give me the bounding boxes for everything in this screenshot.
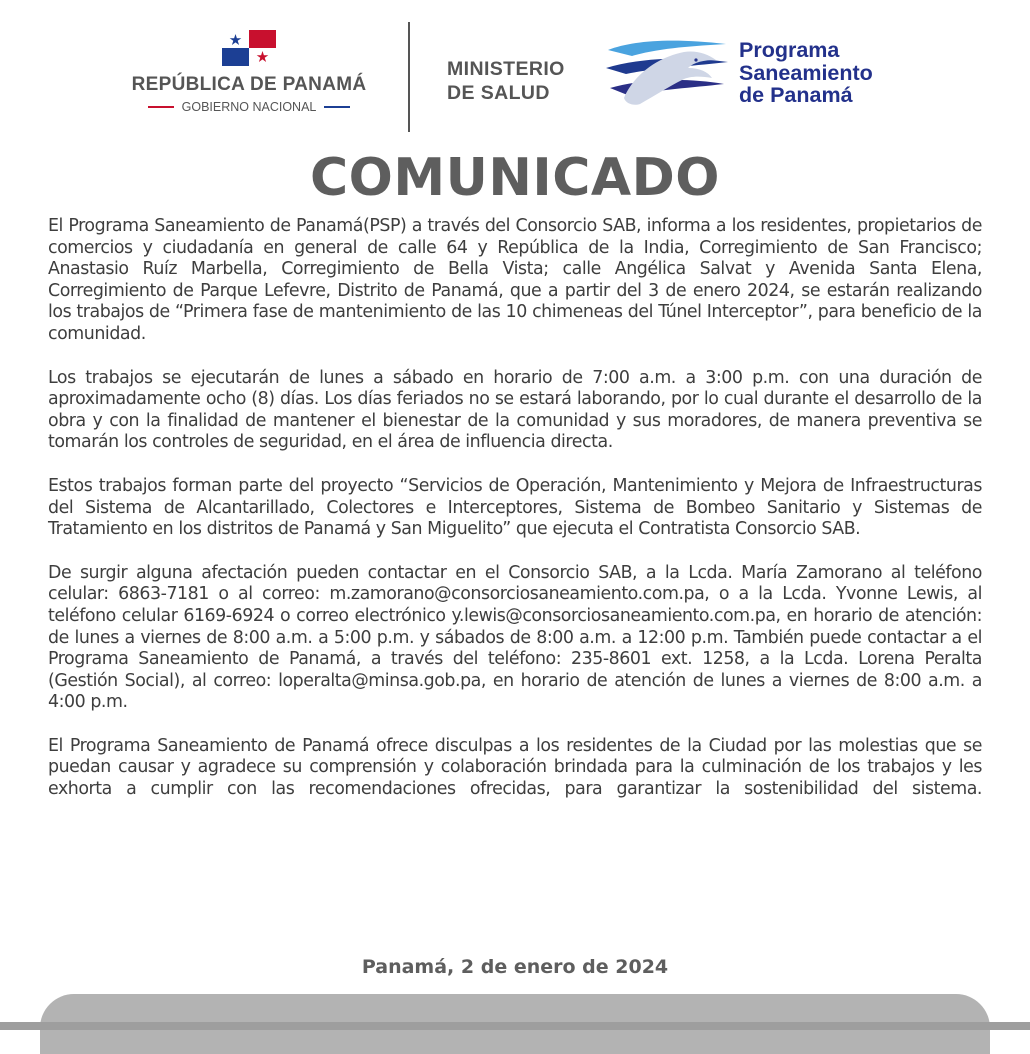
paragraph-project: Estos trabajos forman parte del proyecto “Servicios de Operación, Mantenimiento y Mejora de Infraestructuras del Sistema de Alcantarillado, Colectores e Interceptores, Sistema de Bombeo Sanitario y Sistemas de Tratamiento en los distritos de Panamá y San Miguelito” que ejecuta el Contratista Consorcio SAB.	[48, 475, 982, 540]
government-label-row	[118, 100, 380, 114]
panama-flag-icon	[222, 30, 276, 66]
program-line-1: Programa	[739, 38, 840, 62]
header-vertical-divider	[408, 22, 410, 132]
blue-divider-line	[324, 106, 350, 108]
header	[0, 0, 1030, 140]
paragraph-intro: El Programa Saneamiento de Panamá(PSP) a través del Consorcio SAB, informa a los residentes, propietarios de comercios y ciudadanía en general de calle 64 y República de la India, Corregimiento de San Francisco; Anastasio Ruíz Marbella, Corregimiento de Bella Vista; calle Angélica Salvat y Avenida Santa Elena, Corregimiento de Parque Lefevre, Distrito de Panamá, que a partir del 3 de enero 2024, se estarán realizando los trabajos de “Primera fase de mantenimiento de las 10 chimeneas del Túnel Interceptor”, para beneficio de la comunidad.	[48, 216, 982, 344]
government-label: GOBIERNO NACIONAL	[181, 100, 317, 114]
paragraph-contacts: De surgir alguna afectación pueden contactar en el Consorcio SAB, a la Lcda. María Zamorano al teléfono celular: 6863-7181 o al correo: m.zamorano@consorciosaneamiento.com.pa, o a la Lcda. Yvonne Lewis, al teléfono celular 6169-6924 o correo electrónico y.lewis@consorciosaneamiento.com.pa, en horario de atención: de lunes a viernes de 8:00 a.m. a 5:00 p.m. y sábados de 8:00 a.m. a 12:00 p.m. También puede contactar a el Programa Saneamiento de Panamá, a través del teléfono: 235-8601 ext. 1258, a la Lcda. Lorena Peralta (Gestión Social), al correo: loperalta@minsa.gob.pa, en horario de atención de lunes a viernes de 8:00 a.m. a 4:00 p.m.	[48, 562, 982, 713]
paragraph-schedule: Los trabajos se ejecutarán de lunes a sábado en horario de 7:00 a.m. a 3:00 p.m. con una duración de aproximadamente ocho (8) días. Los días feriados no se estará laborando, por lo cual durante el desarrollo de la obra y con la finalidad de mantener el bienestar de la comunidad y sus moradores, de manera preventiva se tomarán los controles de seguridad, en el área de influencia directa.	[48, 367, 982, 453]
ministry-line-2: DE SALUD	[447, 82, 550, 104]
issue-date: Panamá, 2 de enero de 2024	[361, 956, 669, 978]
program-line-3: de Panamá	[739, 83, 853, 107]
ministry-line-1: MINISTERIO	[447, 58, 565, 80]
page-title: COMUNICADO	[310, 148, 720, 208]
red-divider-line	[148, 106, 174, 108]
program-name	[739, 39, 873, 107]
dolphin-logo-icon	[604, 38, 732, 108]
footer-strip	[0, 1022, 1030, 1030]
paragraph-apology: El Programa Saneamiento de Panamá ofrece disculpas a los residentes de la Ciudad por las molestias que se puedan causar y agradece su comprensión y colaboración brindada para la culminación de los trabajos y les exhorta a cumplir con las recomendaciones ofrecidas, para garantizar la sostenibilidad del sistema.	[48, 735, 982, 800]
ministry-name	[447, 57, 565, 105]
program-line-2: Saneamiento	[739, 60, 873, 85]
republica-panama-logo	[118, 30, 380, 114]
communique-body	[48, 216, 982, 823]
republic-name: REPÚBLICA DE PANAMÁ	[131, 74, 367, 95]
